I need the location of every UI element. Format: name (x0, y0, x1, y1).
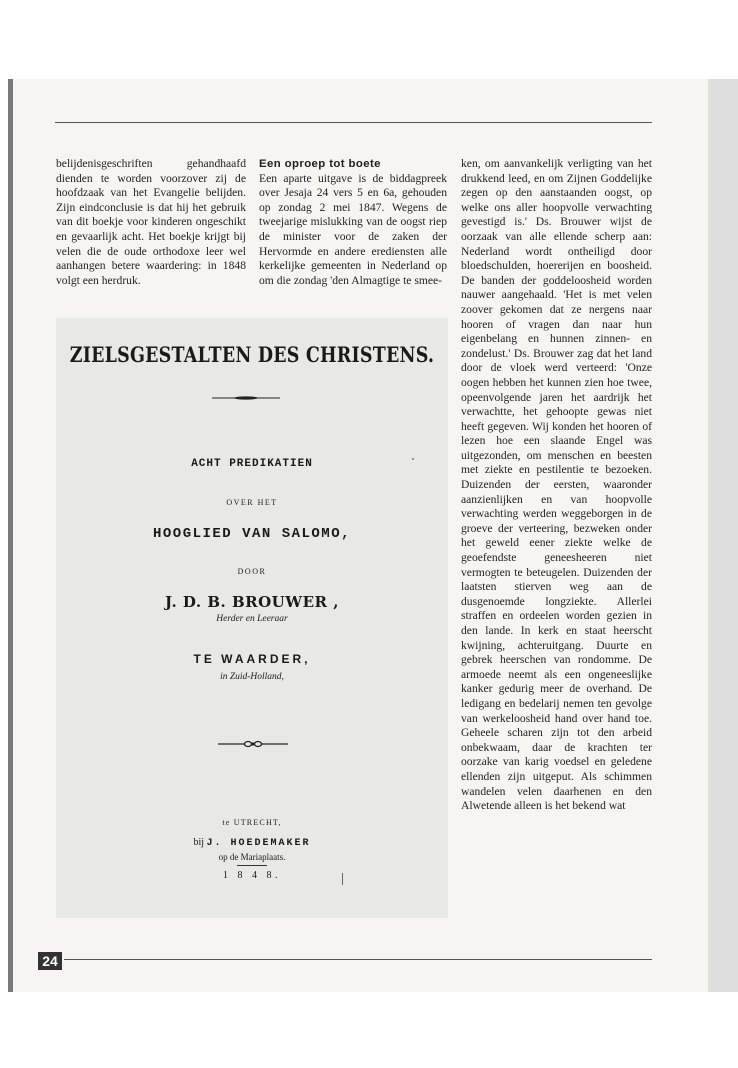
author-place: TE WAARDER, (193, 652, 311, 666)
publisher-city: te UTRECHT, (222, 818, 282, 827)
ornament-icon (218, 739, 288, 749)
book-author: J. D. B. BROUWER , (165, 593, 339, 611)
page-number: 24 (38, 952, 62, 970)
publisher-name: J. HOEDEMAKER (206, 838, 311, 849)
publication-year: 1 8 4 8. (223, 870, 281, 881)
book-title: ZIELSGESTALTEN DES CHRISTENS. (69, 344, 435, 368)
door-line: DOOR (237, 567, 267, 576)
header-rule (55, 122, 652, 123)
next-page-edge (708, 79, 738, 992)
column-3-paragraph: ken, om aanvankelijk verligting van het drukkend leed, en om Zijnen Goddelijke zegen op den aanstaanden oogst, op welke ons aller hoopvolle verwachting gevestigd is.' Ds. Brouwer wijst de oorzaak van alle ellende scherp aan: Nederland wordt ontheiligd door bloedschulden, hoererijen en boosheid. De banden der goddeloosheid worden nauwer aangehaald. 'Het is met velen zoover gekomen dat ze nergens naar hooren of vragen dan naar hun eigenbelang en hunnen zinnen- en zondelust.' Ds. Brouwer zag dat het land door de vloek werd verteerd: 'Onze oogen hebben het kunnen zien hoe twee, opeenvolgende jaren het aardrijk het verwachtte, het gehoopte gewas niet heeft gegeven. Wij konden het hooren of lezen hoe een slaande Engel was uitgezonden, om menschen en beesten met ziekte en pestilentie te bezoeken. Duizenden der eersten, waaronder aanzienlijken en van hoopvolle verwachting werden weggeborgen in de groeve der verteering, bezweken onder het geweld eener ziekte welke de geoefendste geneesheeren niet vermogten te beteugelen. Duizenden der laatsten stierven weg aan de dusgenoemde longziekte. Allerlei straffen en ordeelen worden gezien in den lande. In kerk en staat heerscht kwijning, achteruitgang. Duurte en gebrek heerschen van rondomme. De armoede neemt als een ongeneeslijke kanker gedurig meer de overhand. De ledigang en bedelarij nemen ten gevolge van werkeloosheid hand over hand toe. Geheele scharen zijn tot den arbeid onbekwaam, daar de krachten ter oorzake van karig voedsel en geledene ellenden zijn uitgeput. Als schimmen wandelen velen daarhenen en den Alwetende alleen is het bekend wat (461, 157, 652, 813)
book-spine (8, 79, 13, 992)
book-topic: HOOGLIED VAN SALOMO, (152, 526, 352, 542)
publisher-address: op de Mariaplaats. (218, 852, 286, 862)
publisher-line (56, 837, 448, 849)
small-rule (237, 865, 267, 866)
author-role: Herder en Leeraar (216, 614, 288, 624)
text-column-1 (56, 157, 246, 288)
over-het-line: OVER HET (226, 498, 278, 507)
section-heading: Een oproep tot boete (259, 158, 381, 170)
book-subtitle: ACHT PREDIKATIEN (191, 458, 313, 470)
text-column-2 (259, 157, 447, 288)
ornamental-rule-top (212, 396, 280, 400)
title-page-image (56, 318, 448, 918)
scan-mark (342, 873, 343, 885)
publisher-prefix: bij (193, 837, 205, 848)
column-2-paragraph: Een aparte uitgave is de biddagpreek over Jesaja 24 vers 5 en 6a, gehouden op zondag 2 mei 1847. Wegens de tweejarige mislukking van de oogst riep de minister voor de zaken der Hervormde en andere erediensten alle kerkelijke gemeenten in Nederland op om die zondag 'den Almagtige te smee- (259, 171, 447, 287)
author-province: in Zuid-Holland, (220, 672, 284, 682)
text-column-3 (461, 157, 652, 814)
footer-rule (64, 959, 652, 960)
scan-speck (412, 458, 414, 460)
column-1-paragraph: belijdenisgeschriften gehandhaafd dienden te worden voorzover zij de hoofdzaak van het Evangelie belijden. Zijn eindconclusie is dat hij het gebruik van dit boekje voor kinderen ongeschikt en gevaarlijk acht. Het boekje krijgt bij velen die de oude orthodoxe leer wel aanhangen betere waardering: in 1848 volgt een herdruk. (56, 157, 246, 287)
